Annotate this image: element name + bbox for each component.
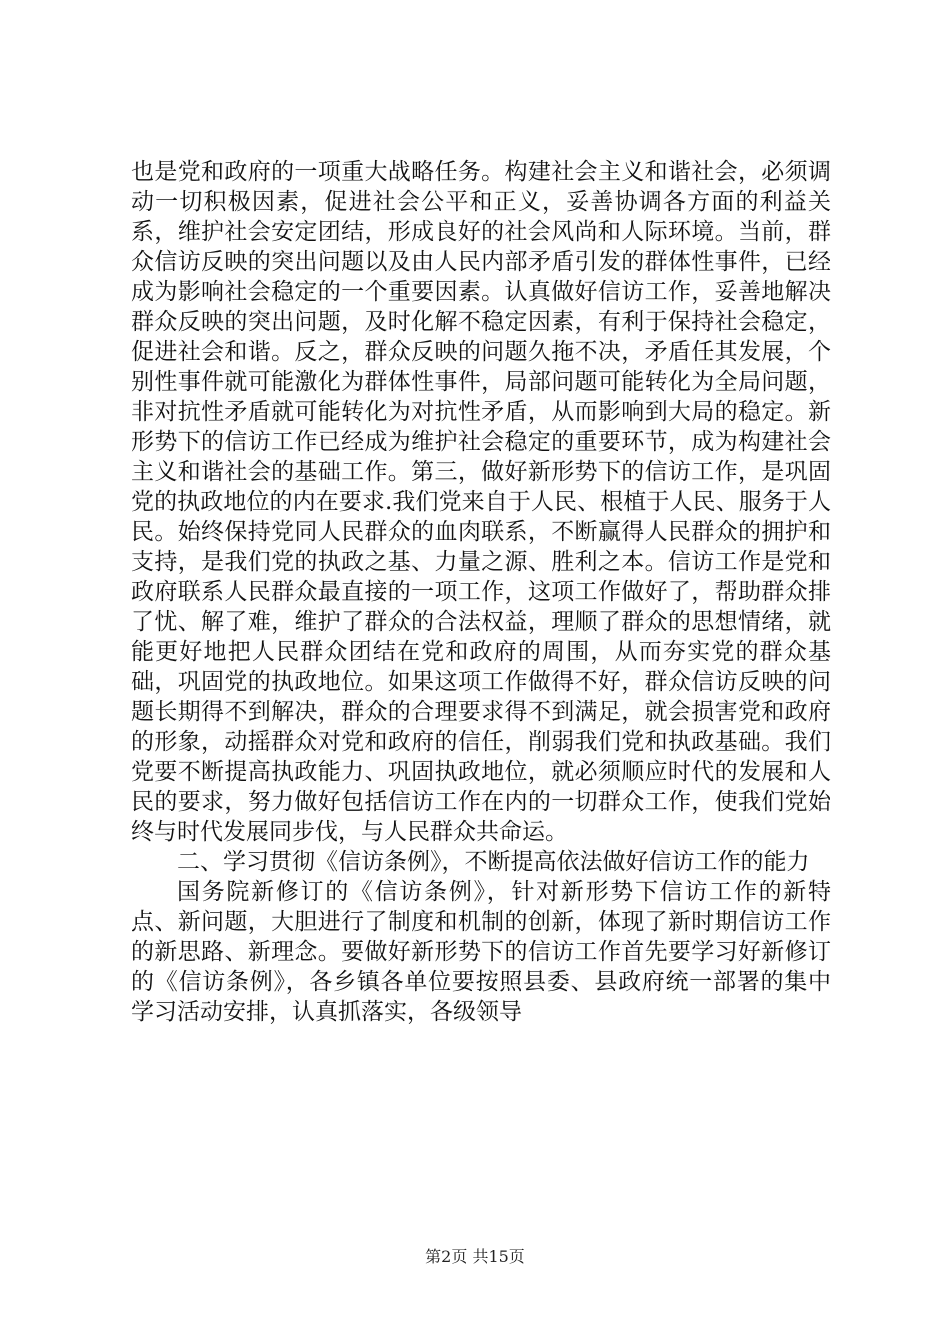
paragraph: 国务院新修订的《信访条例》，针对新形势下信访工作的新特点、新问题，大胆进行了制度和机制的创新，体现了新时期信访工作的新思路、新理念。要做好新形势下的信访工作首先要学习好新修订的《信访条例》，各乡镇各单位要按照县委、县政府统一部署的集中学习活动安排，认真抓落实，各级领导 xyxy=(131,879,831,1025)
page-number-footer: 第2页 共15页 xyxy=(425,1247,525,1266)
section-heading: 二、学习贯彻《信访条例》，不断提高依法做好信访工作的能力 xyxy=(177,849,810,875)
document-body xyxy=(131,157,831,1027)
paragraph-continuation: 也是党和政府的一项重大战略任务。构建社会主义和谐社会，必须调动一切积极因素，促进社会公平和正义，妥善协调各方面的利益关系，维护社会安定团结，形成良好的社会风尚和人际环境。当前，群众信访反映的突出问题以及由人民内部矛盾引发的群体性事件，已经成为影响社会稳定的一个重要因素。认真做好信访工作，妥善地解决群众反映的突出问题，及时化解不稳定因素，有利于保持社会稳定，促进社会和谐。反之，群众反映的问题久拖不决，矛盾任其发展，个别性事件就可能激化为群体性事件，局部问题可能转化为全局问题，非对抗性矛盾就可能转化为对抗性矛盾，从而影响到大局的稳定。新形势下的信访工作已经成为维护社会稳定的重要环节，成为构建社会主义和谐社会的基础工作。第三，做好新形势下的信访工作，是巩固党的执政地位的内在要求.我们党来自于人民、根植于人民、服务于人民。始终保持党同人民群众的血肉联系，不断赢得人民群众的拥护和支持，是我们党的执政之基、力量之源、胜利之本。信访工作是党和政府联系人民群众最直接的一项工作，这项工作做好了，帮助群众排了忧、解了难，维护了群众的合法权益，理顺了群众的思想情绪，就能更好地把人民群众团结在党和政府的周围，从而夯实党的群众基础，巩固党的执政地位。如果这项工作做得不好，群众信访反映的问题长期得不到解决，群众的合理要求得不到满足，就会损害党和政府的形象，动摇群众对党和政府的信任，削弱我们党和执政基础。我们党要不断提高执政能力、巩固执政地位，就必须顺应时代的发展和人民的要求，努力做好包括信访工作在内的一切群众工作，使我们党始终与时代发展同步伐，与人民群众共命运。 xyxy=(131,159,831,845)
